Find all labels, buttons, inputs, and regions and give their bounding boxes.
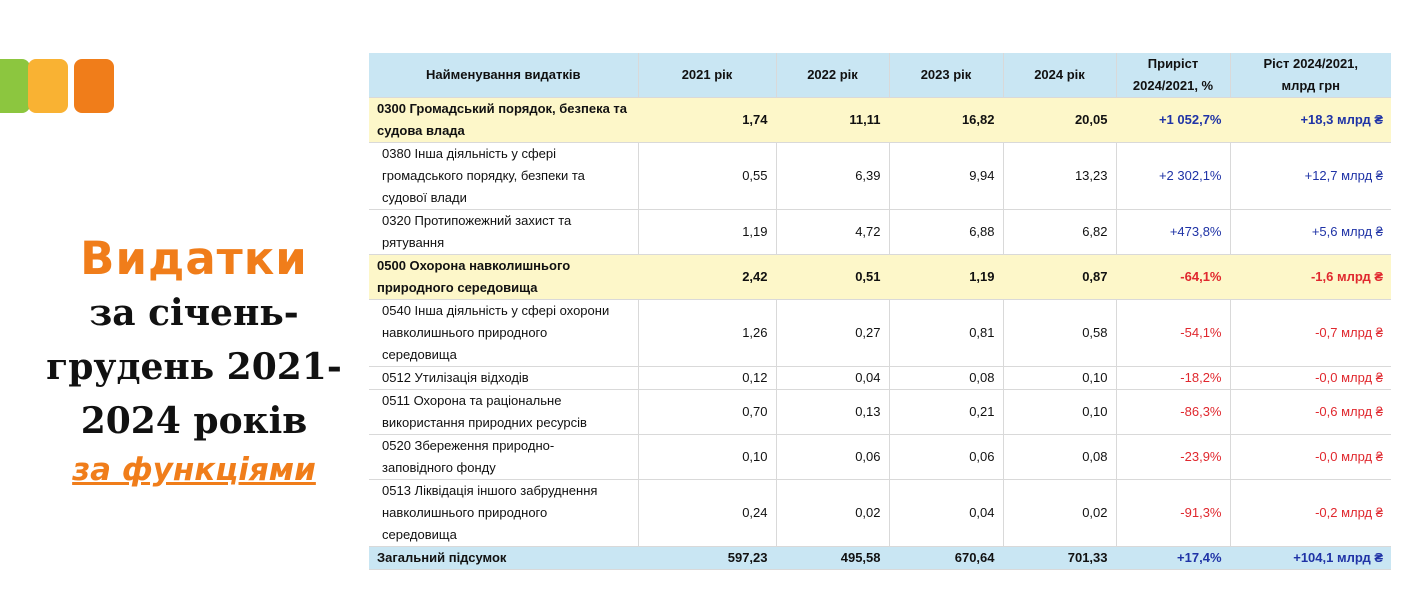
total-label: Загальний підсумок — [369, 547, 638, 570]
cell-growth: -18,2% — [1116, 367, 1230, 390]
cell-y2024: 0,08 — [1003, 435, 1116, 480]
cell-name: 0500 Охорона навколишнього природного середовища — [369, 255, 638, 300]
cell-diff: -0,0 млрд ₴ — [1230, 435, 1391, 480]
cell-name: 0513 Ліквідація іншого забруднення навколишнього природного середовища — [369, 480, 638, 547]
cell-growth: -86,3% — [1116, 390, 1230, 435]
cell-growth: -91,3% — [1116, 480, 1230, 547]
cell-diff: +18,3 млрд ₴ — [1230, 98, 1391, 143]
cell-y2022: 0,02 — [776, 480, 889, 547]
title-line-3: грудень 2021- — [46, 346, 342, 388]
title-line-1: Видатки — [80, 232, 308, 285]
header-2023: 2023 рік — [889, 53, 1003, 98]
cell-y2023: 0,06 — [889, 435, 1003, 480]
header-2022: 2022 рік — [776, 53, 889, 98]
section-row — [369, 255, 1391, 300]
cell-y2022: 11,11 — [776, 98, 889, 143]
cell-y2024: 6,82 — [1003, 210, 1116, 255]
header-name: Найменування видатків — [369, 53, 638, 98]
cell-growth: +1 052,7% — [1116, 98, 1230, 143]
title-line-4: 2024 років — [80, 400, 308, 442]
cell-y2021: 1,19 — [638, 210, 776, 255]
cell-diff: -1,6 млрд ₴ — [1230, 255, 1391, 300]
cell-y2022: 0,51 — [776, 255, 889, 300]
table-row — [369, 480, 1391, 547]
cell-diff: -0,0 млрд ₴ — [1230, 367, 1391, 390]
cell-y2023: 9,94 — [889, 143, 1003, 210]
cell-y2023: 16,82 — [889, 98, 1003, 143]
cell-diff: -0,2 млрд ₴ — [1230, 480, 1391, 547]
cell-y2023: 6,88 — [889, 210, 1003, 255]
expenditure-table — [369, 53, 1391, 570]
header-2021: 2021 рік — [638, 53, 776, 98]
cell-y2021: 1,26 — [638, 300, 776, 367]
cell-diff: +12,7 млрд ₴ — [1230, 143, 1391, 210]
table-row — [369, 143, 1391, 210]
total-diff: +104,1 млрд ₴ — [1230, 547, 1391, 570]
cell-y2024: 0,10 — [1003, 367, 1116, 390]
total-y2023: 670,64 — [889, 547, 1003, 570]
cell-name: 0300 Громадський порядок, безпека та судова влада — [369, 98, 638, 143]
slide-title — [20, 232, 368, 492]
cell-y2021: 0,55 — [638, 143, 776, 210]
cell-y2023: 0,04 — [889, 480, 1003, 547]
table-row — [369, 435, 1391, 480]
cell-y2023: 0,21 — [889, 390, 1003, 435]
total-row — [369, 547, 1391, 570]
cell-y2022: 0,13 — [776, 390, 889, 435]
cell-y2021: 0,70 — [638, 390, 776, 435]
cell-y2021: 0,24 — [638, 480, 776, 547]
cell-name: 0540 Інша діяльність у сфері охорони навколишнього природного середовища — [369, 300, 638, 367]
section-row — [369, 98, 1391, 143]
logo-square-green — [0, 59, 30, 113]
cell-growth: -54,1% — [1116, 300, 1230, 367]
cell-y2022: 0,04 — [776, 367, 889, 390]
total-y2022: 495,58 — [776, 547, 889, 570]
cell-name: 0520 Збереження природно- заповідного фонду — [369, 435, 638, 480]
cell-y2021: 0,10 — [638, 435, 776, 480]
cell-y2024: 13,23 — [1003, 143, 1116, 210]
cell-growth: -64,1% — [1116, 255, 1230, 300]
cell-name: 0320 Протипожежний захист та рятування — [369, 210, 638, 255]
cell-diff: -0,7 млрд ₴ — [1230, 300, 1391, 367]
cell-y2021: 0,12 — [638, 367, 776, 390]
header-diff: Ріст 2024/2021, млрд грн — [1230, 53, 1391, 98]
cell-name: 0512 Утилізація відходів — [369, 367, 638, 390]
total-y2024: 701,33 — [1003, 547, 1116, 570]
logo-square-yellow — [28, 59, 68, 113]
cell-diff: +5,6 млрд ₴ — [1230, 210, 1391, 255]
cell-y2022: 4,72 — [776, 210, 889, 255]
cell-y2024: 0,58 — [1003, 300, 1116, 367]
cell-diff: -0,6 млрд ₴ — [1230, 390, 1391, 435]
table-row — [369, 300, 1391, 367]
cell-growth: -23,9% — [1116, 435, 1230, 480]
cell-y2023: 1,19 — [889, 255, 1003, 300]
cell-name: 0511 Охорона та раціональне використання природних ресурсів — [369, 390, 638, 435]
total-y2021: 597,23 — [638, 547, 776, 570]
cell-growth: +2 302,1% — [1116, 143, 1230, 210]
table-row — [369, 390, 1391, 435]
cell-y2023: 0,81 — [889, 300, 1003, 367]
cell-y2022: 0,27 — [776, 300, 889, 367]
cell-y2022: 0,06 — [776, 435, 889, 480]
cell-y2024: 20,05 — [1003, 98, 1116, 143]
logo-square-orange — [74, 59, 114, 113]
cell-y2023: 0,08 — [889, 367, 1003, 390]
table-header-row — [369, 53, 1391, 98]
table-row — [369, 367, 1391, 390]
cell-y2024: 0,87 — [1003, 255, 1116, 300]
total-growth: +17,4% — [1116, 547, 1230, 570]
header-2024: 2024 рік — [1003, 53, 1116, 98]
cell-y2024: 0,10 — [1003, 390, 1116, 435]
cell-y2024: 0,02 — [1003, 480, 1116, 547]
cell-growth: +473,8% — [1116, 210, 1230, 255]
cell-y2022: 6,39 — [776, 143, 889, 210]
title-line-2: за січень- — [89, 292, 299, 334]
table-row — [369, 210, 1391, 255]
cell-y2021: 1,74 — [638, 98, 776, 143]
cell-y2021: 2,42 — [638, 255, 776, 300]
functions-link[interactable]: за функціями — [72, 452, 316, 488]
header-growth: Приріст 2024/2021, % — [1116, 53, 1230, 98]
cell-name: 0380 Інша діяльність у сфері громадського порядку, безпеки та судової влади — [369, 143, 638, 210]
